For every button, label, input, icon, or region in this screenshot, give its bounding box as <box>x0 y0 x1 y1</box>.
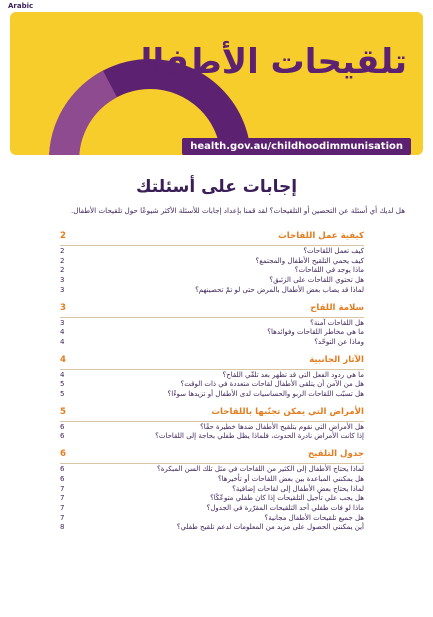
toc-entry[interactable] <box>60 423 364 433</box>
toc-entry-question: لماذا يحتاج الأطفال إلى الكثير من اللقاحات في مثل تلك السن المبكرة؟ <box>157 465 364 474</box>
toc-entry[interactable] <box>60 514 364 524</box>
language-label: Arabic <box>8 2 34 10</box>
toc-entry-question: هل الأمراض التي نقوم بتلقيح الأطفال ضدها خطيرة حقًا؟ <box>200 422 364 431</box>
toc-entry-page: 7 <box>60 503 65 512</box>
toc-entry-page: 7 <box>60 513 65 522</box>
toc-entry-page: 5 <box>60 380 65 389</box>
toc-entry[interactable] <box>60 465 364 475</box>
toc-section-page: 6 <box>60 449 66 460</box>
toc-entry-page: 6 <box>60 422 65 431</box>
toc-divider <box>60 421 364 422</box>
toc-entry-question: ماذا لو فات طفلي أحد التلقيحات المقرّرة في الجدول؟ <box>206 503 364 512</box>
toc-section-page: 2 <box>60 231 66 241</box>
toc-entry-page: 7 <box>60 484 65 493</box>
hero-banner <box>10 12 423 155</box>
toc-section-heading[interactable] <box>60 448 364 461</box>
page-heading: إجابات على أسئلتك <box>135 177 298 197</box>
banner-url[interactable]: health.gov.au/childhoodimmunisation <box>182 138 411 155</box>
toc-entry[interactable] <box>60 286 364 296</box>
toc-section-heading[interactable] <box>60 354 364 367</box>
toc-section-title: الأمراض التي يمكن تجنّبها باللقاحات <box>211 406 364 417</box>
toc-entry-question: هل يمكنني المباعدة بين بعض اللقاحات أو تأخيرها؟ <box>217 474 364 483</box>
toc-entry-page: 6 <box>60 465 65 474</box>
toc-entry[interactable] <box>60 319 364 329</box>
toc-section-page: 3 <box>60 302 66 313</box>
toc-entry-question: وماذا عن التوحّد؟ <box>314 337 364 346</box>
toc-section <box>60 230 364 296</box>
toc-entry[interactable] <box>60 247 364 257</box>
toc-entry-question: هل تحتوي اللقاحات على الزئبق؟ <box>269 276 364 285</box>
toc-entry[interactable] <box>60 276 364 286</box>
toc-section <box>60 406 364 442</box>
toc-entry-page: 3 <box>60 285 65 294</box>
toc-entry-question: هل جميع تلقيحات الأطفال مجانية؟ <box>264 513 364 522</box>
toc-section-page: 4 <box>60 354 66 365</box>
toc-entry-question: لماذا قد يصاب بعض الأطفال بالمرض حتى لو تمّ تحصينهم؟ <box>195 285 364 294</box>
toc-entry-page: 7 <box>60 494 65 503</box>
toc-entry[interactable] <box>60 504 364 514</box>
toc-entry[interactable] <box>60 475 364 485</box>
toc-entry[interactable] <box>60 328 364 338</box>
toc-entry[interactable] <box>60 371 364 381</box>
toc-section-title: جدول التلقيح <box>307 449 364 460</box>
toc-entry-page: 6 <box>60 432 65 441</box>
toc-section-title: سلامة اللقاح <box>310 302 364 313</box>
banner-title: تلقيحات الأطفال <box>122 42 407 82</box>
toc-entry-question: ما هي ردود الفعل التي قد تظهر بعد تلقّي اللقاح؟ <box>222 370 364 379</box>
toc-entry-question: ما هي مخاطر اللقاحات وفوائدها؟ <box>267 328 364 337</box>
toc-entry-page: 2 <box>60 266 65 275</box>
intro-text: هل لديك أي أسئلة عن التحصين أو التلقيحات؟ لقد قمنا بإعداد إجابات للأسئلة الأكثر شيوعًا حول تلقيحات الأطفال. <box>70 206 405 215</box>
toc-entry-question: إذا كانت الأمراض نادرة الحدوث، فلماذا يظل طفلي بحاجة إلى اللقاحات؟ <box>155 432 364 441</box>
toc-entry-question: لماذا يحتاج بعض الأطفال إلى لقاحات إضافية؟ <box>232 484 364 493</box>
toc-entry-page: 4 <box>60 328 65 337</box>
toc-section <box>60 354 364 400</box>
toc-entry-page: 8 <box>60 523 65 532</box>
toc-section-page: 5 <box>60 406 66 417</box>
toc-entry[interactable] <box>60 338 364 348</box>
toc-section <box>60 302 364 348</box>
toc-entry-question: هل اللقاحات آمنة؟ <box>310 318 364 327</box>
toc-section-heading[interactable] <box>60 406 364 419</box>
toc-entry-question: هل تسبّب اللقاحات الربو والحساسيات لدى الأطفال أو تزيدها سوءًا؟ <box>167 390 364 399</box>
toc-entry-page: 2 <box>60 247 65 255</box>
toc-section-title: كيفية عمل اللقاحات <box>278 231 364 241</box>
toc-entry-question: هل من الآمن أن يتلقى الأطفال لقاحات متعددة في ذات الوقت؟ <box>180 380 364 389</box>
toc-divider <box>60 369 364 370</box>
toc-entry-page: 3 <box>60 276 65 285</box>
toc-entry-page: 6 <box>60 474 65 483</box>
toc-entry-question: كيف يحمي التلقيح الأطفال والمجتمع؟ <box>255 256 364 265</box>
toc-section-heading[interactable] <box>60 230 364 243</box>
toc-entry-page: 4 <box>60 370 65 379</box>
toc-entry[interactable] <box>60 432 364 442</box>
toc-entry-question: ماذا يوجد في اللقاحات؟ <box>294 266 364 275</box>
toc-section-heading[interactable] <box>60 302 364 315</box>
toc-divider <box>60 463 364 464</box>
toc-divider <box>60 317 364 318</box>
toc-entry[interactable] <box>60 485 364 495</box>
toc-entry-question: كيف تعمل اللقاحات؟ <box>303 247 364 255</box>
toc-entry-page: 4 <box>60 337 65 346</box>
toc-section-title: الآثار الجانبية <box>309 354 364 365</box>
toc-section <box>60 448 364 533</box>
banner-arc-graphic <box>10 12 423 155</box>
toc-entry[interactable] <box>60 494 364 504</box>
toc-entry[interactable] <box>60 266 364 276</box>
toc-divider <box>60 245 364 246</box>
toc-entry-page: 3 <box>60 318 65 327</box>
table-of-contents <box>60 228 364 533</box>
toc-entry[interactable] <box>60 380 364 390</box>
toc-entry[interactable] <box>60 523 364 533</box>
toc-entry-page: 5 <box>60 390 65 399</box>
toc-entry[interactable] <box>60 390 364 400</box>
toc-entry[interactable] <box>60 257 364 267</box>
toc-entry-page: 2 <box>60 256 65 265</box>
toc-entry-question: هل يجب علي تأجيل التلقيحات إذا كان طفلي متوعّكًا؟ <box>210 494 364 503</box>
toc-entry-question: أين يمكنني الحصول على مزيد من المعلومات لدعم تلقيح طفلي؟ <box>176 523 364 532</box>
